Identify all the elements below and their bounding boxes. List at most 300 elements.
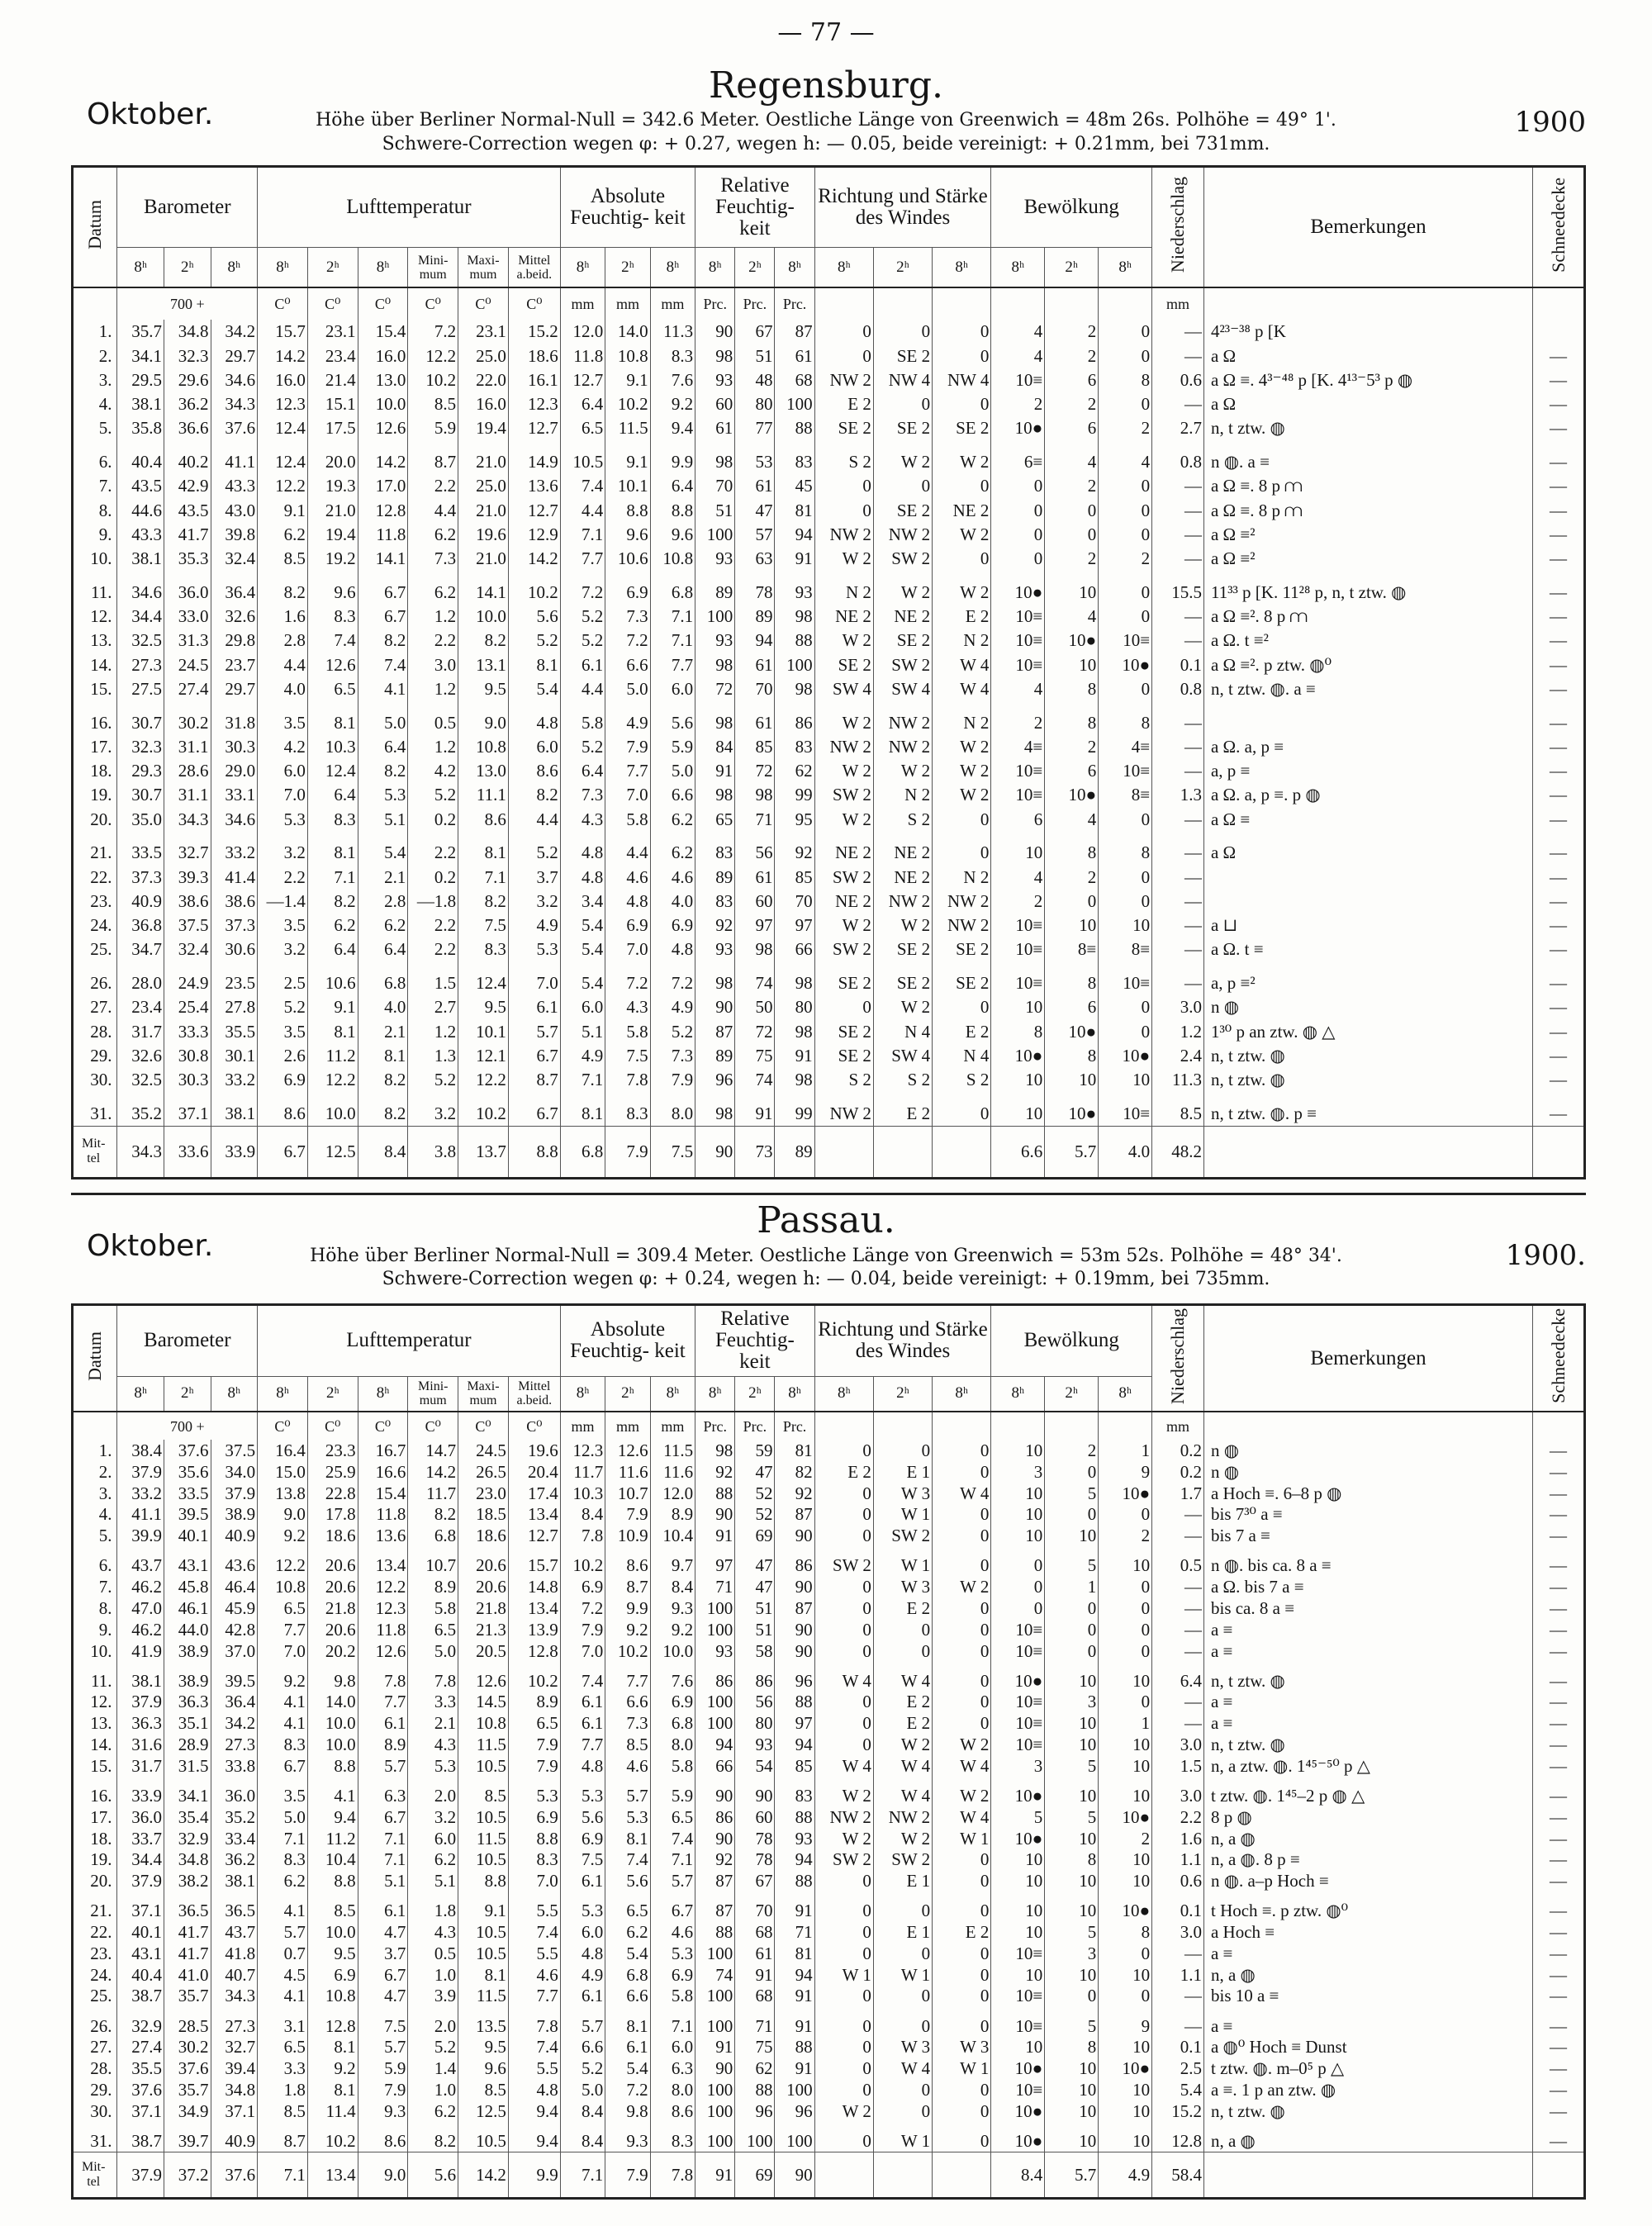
value-cell: 98 xyxy=(775,971,814,995)
value-cell: 90 xyxy=(775,1640,814,1662)
value-cell: 10 xyxy=(1045,1964,1099,1986)
value-cell: 19.3 xyxy=(307,474,358,498)
gap-cell xyxy=(258,1891,308,1900)
value-cell: 9.7 xyxy=(650,1554,695,1576)
value-cell: 8 xyxy=(1045,710,1099,734)
value-cell: 0.8 xyxy=(1152,676,1204,700)
gap-cell xyxy=(73,1546,117,1554)
value-cell: 22.8 xyxy=(307,1483,358,1504)
value-cell: 0 xyxy=(933,1986,991,2007)
value-cell: 26.5 xyxy=(458,1461,509,1483)
value-cell: 4.3 xyxy=(408,1734,458,1755)
value-cell: 6.5 xyxy=(650,1806,695,1828)
value-cell: 9.2 xyxy=(307,2058,358,2079)
value-cell: 10.8 xyxy=(307,1986,358,2007)
value-cell: 7.2 xyxy=(560,1597,605,1619)
value-cell: 7.3 xyxy=(650,1043,695,1067)
value-cell: 7.4 xyxy=(508,2036,560,2058)
value-cell: 8.2 xyxy=(408,2130,458,2152)
value-cell: 0 xyxy=(1099,1019,1152,1043)
wind-header: Richtung und Stärke des Windes xyxy=(814,167,991,248)
value-cell: 10≡ xyxy=(1099,971,1152,995)
value-cell: 4 xyxy=(1045,450,1099,474)
value-cell: 45 xyxy=(775,474,814,498)
value-cell: — xyxy=(1533,807,1585,831)
value-cell: 90 xyxy=(735,1785,775,1806)
hour-header-h2: 2ʰ xyxy=(605,1376,650,1412)
value-cell: 9.5 xyxy=(458,2036,509,2058)
value-cell: 33.4 xyxy=(211,1828,258,1849)
value-cell: 8 xyxy=(1099,1921,1152,1943)
value-cell: 6.9 xyxy=(650,1692,695,1713)
remark-cell: a Ω ≡² xyxy=(1203,546,1532,570)
gap-cell xyxy=(933,700,991,710)
value-cell: NW 2 xyxy=(873,710,932,734)
value-cell: 11.5 xyxy=(458,1828,509,1849)
gap-cell xyxy=(560,1661,605,1669)
value-cell: 6.1 xyxy=(605,2036,650,2058)
value-cell: 10 xyxy=(1045,1670,1099,1692)
day-number: 21. xyxy=(73,841,117,865)
value-cell: 0 xyxy=(1099,580,1152,604)
value-cell: W 2 xyxy=(933,580,991,604)
value-cell: 10● xyxy=(991,1828,1045,1849)
absolute-humidity-header: Absolute Feuchtig- keit xyxy=(560,1305,695,1377)
value-cell: 93 xyxy=(695,546,735,570)
value-cell: 0 xyxy=(1099,392,1152,415)
gap-cell xyxy=(1533,831,1585,841)
gap-cell xyxy=(1203,571,1532,581)
value-cell: 0 xyxy=(933,1964,991,1986)
value-cell: NW 2 xyxy=(814,368,873,392)
value-cell: 10 xyxy=(1099,2036,1152,2058)
gap-cell xyxy=(117,1661,164,1669)
gap-cell xyxy=(775,571,814,581)
value-cell: 30.1 xyxy=(211,1043,258,1067)
table-row xyxy=(73,629,1585,653)
value-cell: 4.9 xyxy=(650,995,695,1019)
value-cell: 88 xyxy=(775,629,814,653)
gap-cell xyxy=(650,1546,695,1554)
value-cell: 0 xyxy=(933,1670,991,1692)
value-cell: 17.4 xyxy=(508,1483,560,1504)
value-cell: 6.0 xyxy=(650,2036,695,2058)
value-cell: 8.5 xyxy=(458,1785,509,1806)
value-cell: 0 xyxy=(873,1619,932,1640)
value-cell: 33.7 xyxy=(117,1828,164,1849)
value-cell: 5.2 xyxy=(408,1068,458,1092)
value-cell: W 2 xyxy=(873,1828,932,1849)
value-cell: NW 2 xyxy=(933,889,991,913)
value-cell: 32.3 xyxy=(164,344,211,368)
value-cell: 98 xyxy=(695,783,735,807)
gap-cell xyxy=(358,1546,408,1554)
value-cell: W 2 xyxy=(873,914,932,937)
value-cell: 10 xyxy=(1045,1900,1099,1921)
gap-cell xyxy=(211,831,258,841)
hour-header-h8: 8ʰ xyxy=(211,1376,258,1412)
remark-cell: a Ω ≡² xyxy=(1203,522,1532,546)
gap-cell xyxy=(458,2122,509,2130)
table-row xyxy=(73,1554,1585,1576)
value-cell: 7.4 xyxy=(560,1670,605,1692)
value-cell: 10● xyxy=(991,2100,1045,2122)
value-cell: 100 xyxy=(775,2079,814,2100)
value-cell: W 2 xyxy=(873,759,932,783)
value-cell: 8.3 xyxy=(650,344,695,368)
table-row xyxy=(73,368,1585,392)
value-cell: 4.3 xyxy=(408,1921,458,1943)
remark-cell: a ≡ xyxy=(1203,1640,1532,1662)
header-group-row xyxy=(73,167,1585,248)
gap-cell xyxy=(211,2006,258,2015)
gap-cell xyxy=(73,961,117,971)
value-cell: 93 xyxy=(695,629,735,653)
gap-cell xyxy=(1099,2006,1152,2015)
hour-header-h8: 8ʰ xyxy=(814,1376,873,1412)
day-number: 25. xyxy=(73,1986,117,2007)
value-cell: 14.2 xyxy=(358,450,408,474)
value-cell: 100 xyxy=(695,1619,735,1640)
value-cell: 33.5 xyxy=(117,841,164,865)
value-cell: 10 xyxy=(991,1504,1045,1526)
value-cell: 27.5 xyxy=(117,676,164,700)
gap-cell xyxy=(933,1546,991,1554)
value-cell: 15.7 xyxy=(508,1554,560,1576)
value-cell: 2.1 xyxy=(408,1712,458,1734)
value-cell: 1.2 xyxy=(408,1019,458,1043)
value-cell: 98 xyxy=(695,653,735,676)
gap-cell xyxy=(560,2006,605,2015)
value-cell: W 3 xyxy=(873,2036,932,2058)
value-cell: — xyxy=(1533,971,1585,995)
remark-cell: a Ω. t ≡ xyxy=(1203,937,1532,961)
value-cell: 6.0 xyxy=(560,995,605,1019)
schneedecke-header xyxy=(1533,1305,1585,1412)
gap-cell xyxy=(775,1777,814,1785)
value-cell: W 3 xyxy=(873,1576,932,1597)
value-cell: 10.2 xyxy=(605,1640,650,1662)
value-cell: 10≡ xyxy=(991,937,1045,961)
remark-cell xyxy=(1203,710,1532,734)
value-cell: 12.6 xyxy=(358,1640,408,1662)
value-cell: 5.2 xyxy=(408,2036,458,2058)
value-cell: 89 xyxy=(695,1043,735,1067)
value-cell: E 1 xyxy=(873,1921,932,1943)
relative-humidity-header: Relative Feuchtig- keit xyxy=(695,1305,815,1377)
mean-value: 8.4 xyxy=(358,1126,408,1178)
value-cell: 6 xyxy=(1045,368,1099,392)
value-cell: 90 xyxy=(775,1619,814,1640)
table-row xyxy=(73,392,1585,415)
gap-cell xyxy=(408,700,458,710)
gap-cell xyxy=(258,2006,308,2015)
value-cell: 0 xyxy=(1099,474,1152,498)
value-cell: 6.8 xyxy=(650,580,695,604)
lufttemperatur-header: Lufttemperatur xyxy=(258,167,561,248)
gap-cell xyxy=(1203,961,1532,971)
gap-cell xyxy=(605,2122,650,2130)
gap-cell xyxy=(73,1891,117,1900)
value-cell: 30.3 xyxy=(211,734,258,758)
value-cell: 29.8 xyxy=(211,629,258,653)
value-cell: 5.4 xyxy=(560,914,605,937)
value-cell: 0.5 xyxy=(1152,1554,1204,1576)
value-cell: 37.9 xyxy=(117,1692,164,1713)
value-cell: 5.2 xyxy=(258,995,308,1019)
gap-cell xyxy=(991,2122,1045,2130)
value-cell: 1.5 xyxy=(408,971,458,995)
gap-cell xyxy=(1203,2122,1532,2130)
value-cell: 15.1 xyxy=(307,392,358,415)
value-cell: 6 xyxy=(1045,416,1099,440)
mean-value: 5.7 xyxy=(1045,2152,1099,2198)
gap-cell xyxy=(991,1891,1045,1900)
gap-cell xyxy=(1099,1546,1152,1554)
value-cell: — xyxy=(1533,474,1585,498)
value-cell: 3.9 xyxy=(408,1986,458,2007)
value-cell: 16.0 xyxy=(358,344,408,368)
value-cell: 21.0 xyxy=(458,498,509,522)
value-cell: 40.9 xyxy=(211,1525,258,1546)
gap-cell xyxy=(814,961,873,971)
value-cell: SE 2 xyxy=(814,1019,873,1043)
value-cell: 31.3 xyxy=(164,629,211,653)
gap-cell xyxy=(164,571,211,581)
value-cell: 32.5 xyxy=(117,629,164,653)
value-cell: 30.3 xyxy=(164,1068,211,1092)
value-cell: 7.7 xyxy=(508,1986,560,2007)
remark-cell: a Ω ≡. 8 p ⩋ xyxy=(1203,474,1532,498)
value-cell: 19.6 xyxy=(458,522,509,546)
gap-cell xyxy=(735,2006,775,2015)
value-cell: 0 xyxy=(1045,1504,1099,1526)
value-cell: 90 xyxy=(775,1525,814,1546)
value-cell: 8.2 xyxy=(358,1068,408,1092)
value-cell: 5.3 xyxy=(508,937,560,961)
value-cell: 8 xyxy=(1045,2036,1099,2058)
value-cell: 0 xyxy=(933,1504,991,1526)
value-cell: 40.7 xyxy=(211,1964,258,1986)
value-cell: 0 xyxy=(814,2079,873,2100)
value-cell: 32.9 xyxy=(164,1828,211,1849)
value-cell: 10 xyxy=(1099,1755,1152,1777)
value-cell: 37.3 xyxy=(211,914,258,937)
value-cell: 1.1 xyxy=(1152,1849,1204,1870)
value-cell: 0 xyxy=(933,392,991,415)
unit-cell-celsius: C⁰ xyxy=(408,287,458,320)
value-cell: 7.4 xyxy=(508,1921,560,1943)
unit-cell-blank xyxy=(1533,287,1585,320)
gravity-correction-passau: Schwere-Correction wegen φ: + 0.24, wegen h: — 0.04, beide vereinigt: + 0.19mm, bei 735mm. xyxy=(382,1269,1270,1289)
gap-cell xyxy=(991,2006,1045,2015)
bemerkungen-header: Bemerkungen xyxy=(1203,1305,1532,1412)
value-cell: 4.2 xyxy=(258,734,308,758)
value-cell: 37.6 xyxy=(117,2079,164,2100)
value-cell: 9.6 xyxy=(458,2058,509,2079)
value-cell: — xyxy=(1152,1986,1204,2007)
table-row xyxy=(73,1849,1585,1870)
value-cell: 38.2 xyxy=(164,1870,211,1891)
table-row xyxy=(73,2015,1585,2037)
value-cell: 5.3 xyxy=(508,1785,560,1806)
value-cell: 15.2 xyxy=(508,320,560,344)
value-cell: 4.8 xyxy=(560,865,605,889)
value-cell: 87 xyxy=(775,320,814,344)
value-cell: 20.6 xyxy=(307,1619,358,1640)
unit-cell-celsius: C⁰ xyxy=(258,287,308,320)
value-cell: 0 xyxy=(1099,498,1152,522)
value-cell: 34.3 xyxy=(164,807,211,831)
value-cell: 10● xyxy=(991,1670,1045,1692)
value-cell: 89 xyxy=(695,580,735,604)
value-cell: 10.0 xyxy=(458,605,509,629)
value-cell: 0 xyxy=(1045,498,1099,522)
value-cell: N 2 xyxy=(873,783,932,807)
value-cell: 38.1 xyxy=(211,1870,258,1891)
value-cell: W 4 xyxy=(814,1670,873,1692)
value-cell: 10≡ xyxy=(1099,629,1152,653)
value-cell: 72 xyxy=(735,1019,775,1043)
value-cell: 75 xyxy=(735,1043,775,1067)
table-row xyxy=(73,1870,1585,1891)
gap-cell xyxy=(307,1092,358,1102)
value-cell: E 1 xyxy=(873,1461,932,1483)
value-cell: 27.3 xyxy=(117,653,164,676)
day-number: 27. xyxy=(73,995,117,1019)
gap-cell xyxy=(73,1777,117,1785)
remark-cell: a Hoch ≡. 6–8 p ◍ xyxy=(1203,1483,1532,1504)
mean-value: 91 xyxy=(695,2152,735,2198)
value-cell: 10≡ xyxy=(991,605,1045,629)
value-cell: 12.3 xyxy=(560,1440,605,1461)
mean-value: 4.0 xyxy=(1099,1126,1152,1178)
value-cell: 9.9 xyxy=(650,450,695,474)
value-cell: 6.7 xyxy=(258,1755,308,1777)
value-cell: 60 xyxy=(695,392,735,415)
value-cell: 0 xyxy=(1099,344,1152,368)
gap-cell xyxy=(458,831,509,841)
value-cell: 67 xyxy=(735,320,775,344)
mean-value: 5.7 xyxy=(1045,1126,1099,1178)
value-cell: 8.9 xyxy=(408,1576,458,1597)
day-number: 15. xyxy=(73,676,117,700)
value-cell: 31.7 xyxy=(117,1019,164,1043)
value-cell: 23.0 xyxy=(458,1483,509,1504)
value-cell: 40.9 xyxy=(117,889,164,913)
table-row xyxy=(73,783,1585,807)
mean-row xyxy=(73,2152,1585,2198)
remark-cell: a Ω xyxy=(1203,392,1532,415)
gap-cell xyxy=(605,961,650,971)
value-cell: 41.8 xyxy=(211,1943,258,1964)
value-cell: 37.1 xyxy=(211,2100,258,2122)
value-cell: 15.0 xyxy=(258,1461,308,1483)
value-cell: 5.8 xyxy=(650,1755,695,1777)
value-cell: 93 xyxy=(695,368,735,392)
value-cell: 5.3 xyxy=(560,1785,605,1806)
value-cell: 4.6 xyxy=(650,865,695,889)
value-cell: 47 xyxy=(735,1554,775,1576)
value-cell: 12.6 xyxy=(458,1670,509,1692)
value-cell: — xyxy=(1533,1849,1585,1870)
value-cell: 2 xyxy=(1045,734,1099,758)
row-gap xyxy=(73,1092,1585,1102)
value-cell: 93 xyxy=(695,1640,735,1662)
value-cell: 8.3 xyxy=(258,1734,308,1755)
value-cell: 0 xyxy=(1099,1576,1152,1597)
value-cell: 20.6 xyxy=(458,1554,509,1576)
value-cell: 31.1 xyxy=(164,783,211,807)
mean-value xyxy=(1533,2152,1585,2198)
value-cell: 4.4 xyxy=(258,653,308,676)
value-cell: 0 xyxy=(933,1554,991,1576)
mean-value: 7.1 xyxy=(258,2152,308,2198)
value-cell: W 4 xyxy=(933,653,991,676)
value-cell: — xyxy=(1533,734,1585,758)
value-cell: 8.8 xyxy=(458,1870,509,1891)
mean-value xyxy=(873,1126,932,1178)
day-number: 16. xyxy=(73,710,117,734)
day-number: 17. xyxy=(73,734,117,758)
mean-value: 69 xyxy=(735,2152,775,2198)
value-cell: 47.0 xyxy=(117,1597,164,1619)
value-cell: 83 xyxy=(775,734,814,758)
gap-cell xyxy=(164,700,211,710)
value-cell: 33.9 xyxy=(117,1785,164,1806)
value-cell: 34.1 xyxy=(117,344,164,368)
value-cell: S 2 xyxy=(873,807,932,831)
mean-value xyxy=(933,2152,991,2198)
value-cell: 37.9 xyxy=(117,1461,164,1483)
gap-cell xyxy=(458,1777,509,1785)
gap-cell xyxy=(1152,1546,1204,1554)
value-cell: W 1 xyxy=(873,1504,932,1526)
value-cell: 0 xyxy=(873,2015,932,2037)
table-row xyxy=(73,2079,1585,2100)
value-cell: 37.6 xyxy=(164,2058,211,2079)
gap-cell xyxy=(211,700,258,710)
value-cell: 8.7 xyxy=(605,1576,650,1597)
value-cell: 3 xyxy=(991,1755,1045,1777)
value-cell: 36.3 xyxy=(164,1692,211,1713)
row-gap xyxy=(73,2122,1585,2130)
value-cell: 3.3 xyxy=(258,2058,308,2079)
table-row xyxy=(73,1461,1585,1483)
value-cell: 10.2 xyxy=(560,1554,605,1576)
value-cell: 27.8 xyxy=(211,995,258,1019)
day-number: 8. xyxy=(73,1597,117,1619)
table-row xyxy=(73,1440,1585,1461)
remark-cell: a Ω ≡². p ztw. ◍⁰ xyxy=(1203,653,1532,676)
hour-header-h2: 2ʰ xyxy=(735,248,775,288)
remark-cell: a Ω. a, p ≡. p ◍ xyxy=(1203,783,1532,807)
value-cell: 8.8 xyxy=(307,1755,358,1777)
value-cell: 10.1 xyxy=(458,1019,509,1043)
value-cell: W 2 xyxy=(814,2100,873,2122)
value-cell: 70 xyxy=(735,676,775,700)
value-cell: 94 xyxy=(775,522,814,546)
gap-cell xyxy=(408,571,458,581)
value-cell: 21.8 xyxy=(307,1597,358,1619)
value-cell: 13.1 xyxy=(458,653,509,676)
gap-cell xyxy=(73,571,117,581)
gap-cell xyxy=(1099,1092,1152,1102)
gap-cell xyxy=(605,831,650,841)
value-cell: 6.0 xyxy=(408,1828,458,1849)
value-cell: 91 xyxy=(775,2058,814,2079)
value-cell: 0 xyxy=(933,1900,991,1921)
